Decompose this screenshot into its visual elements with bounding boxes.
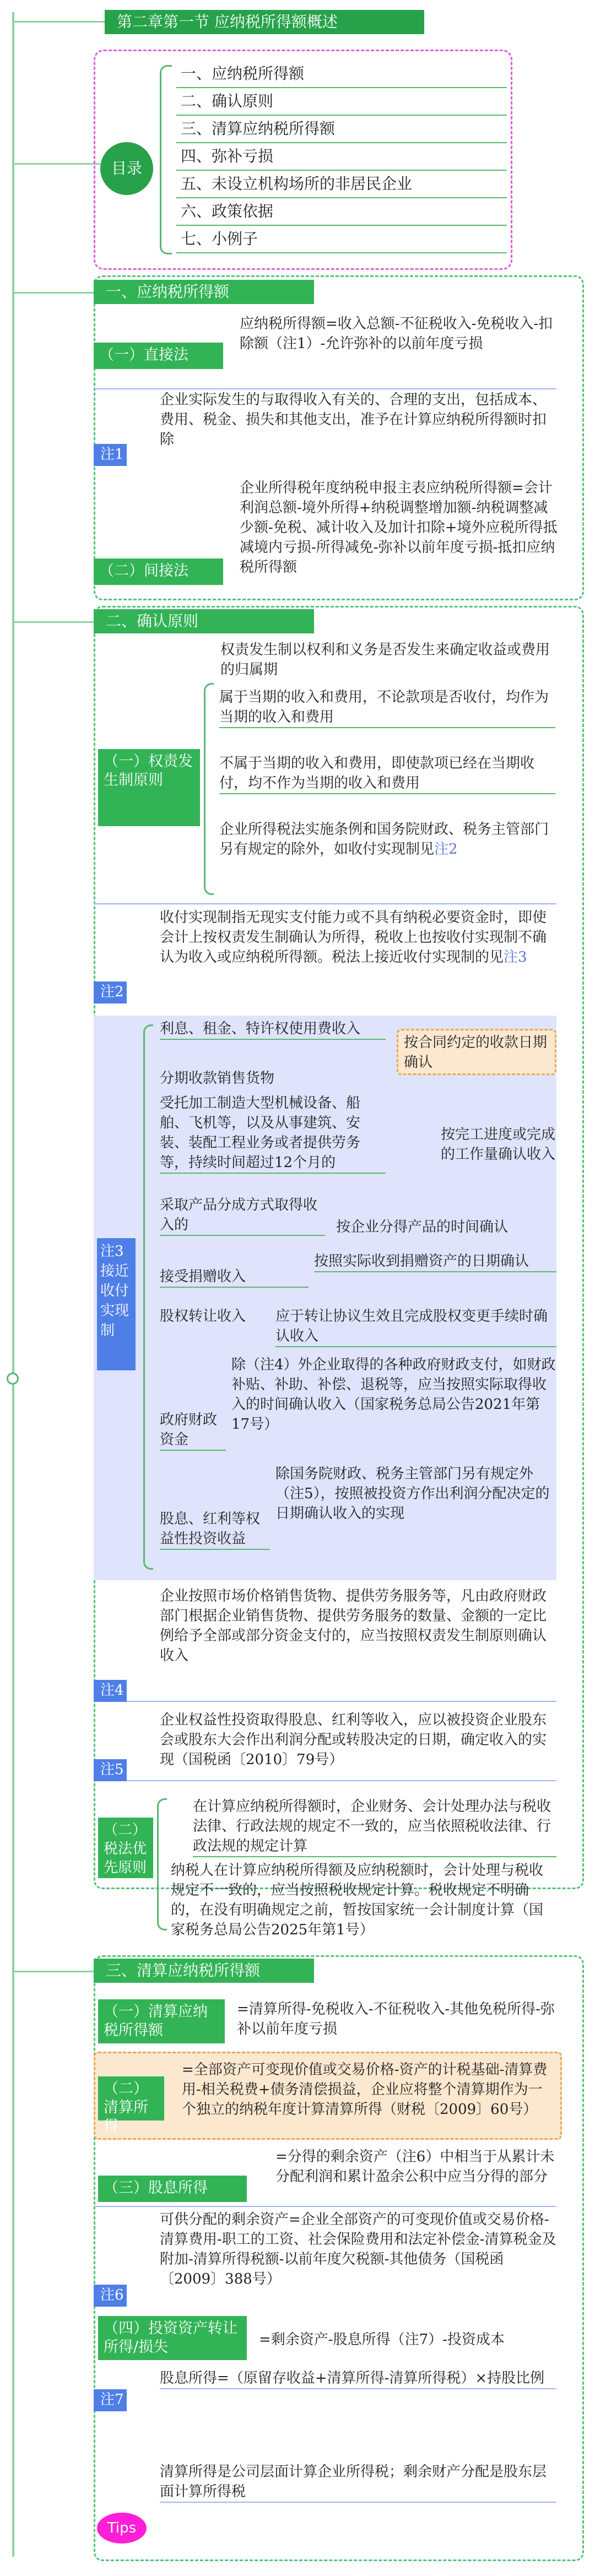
toc-item[interactable]: 一、应纳税所得额 — [176, 61, 507, 88]
toc-item[interactable]: 三、清算应纳税所得额 — [176, 116, 507, 143]
direct-method-text: 应纳税所得额=收入总额-不征税收入-免税收入-扣除额（注1）-允许弥补的以前年度亏损 — [240, 316, 553, 352]
tax-item: 纳税人在计算应纳税所得额及应纳税额时，会计处理与税收规定不一致的，应当按照税收规定计算。税收规定不明确的，在没有明确规定之前，暂按国家统一会计制度计算（国家税务总局公告2025年第1号） — [171, 1862, 544, 1938]
indirect-method-label: （二）间接法 — [94, 558, 223, 585]
page-title: 第二章第一节 应纳税所得额概述 — [105, 10, 424, 34]
indirect-method-text: 企业所得税年度纳税申报主表应纳税所得额=会计利润总额-境外所得+纳税调整增加额-纳税调整减少额-免税、减计收入及加计扣除+境外应税所得抵减境内亏损-所得减免-弥补以前年度亏损-抵扣应纳税所得额 — [240, 480, 558, 576]
note6-rule — [94, 2206, 556, 2207]
toc-item[interactable]: 五、未设立机构场所的非居民企业 — [176, 171, 507, 198]
note4-label: 注4 — [94, 1680, 127, 1702]
investment-transfer-text: =剩余资产-股息所得（注7）-投资成本 — [259, 2331, 505, 2348]
toc-list — [176, 61, 507, 253]
root-node — [7, 1373, 19, 1385]
toc-item[interactable]: 四、弥补亏损 — [176, 143, 507, 171]
investment-transfer-label: （四）投资资产转让所得/损失 — [98, 2316, 247, 2360]
rule-name: 股权转让收入 — [160, 1308, 246, 1325]
dividend-income-label: （三）股息所得 — [98, 2176, 247, 2202]
note3-link[interactable]: 注3 — [504, 949, 527, 966]
rule-name: 接受捐赠收入 — [160, 1267, 309, 1288]
toc-item[interactable]: 七、小例子 — [176, 226, 507, 253]
note6-text: 可供分配的剩余资产=企业全部资产的可变现价值或交易价格-清算费用-职工的工资、社会保险费用和法定补偿金-清算税金及附加-清算所得税额-以前年度欠税额-其他债务（国税函〔2009〕388号） — [160, 2211, 556, 2287]
note3-label: 注3接近收付实现制 — [97, 1238, 136, 1370]
accrual-item: 企业所得税法实施条例和国务院财政、税务主管部门另有规定的除外，如收付实现制见注2 — [219, 821, 549, 858]
rule-name: 分期收款销售货物 — [160, 1070, 275, 1087]
toc-connector — [13, 163, 100, 165]
accrual-item: 不属于当期的收入和费用，即使款项已经在当期收付，均不作为当期的收入和费用 — [219, 753, 555, 794]
rule-name: 采取产品分成方式取得收入的 — [160, 1195, 325, 1236]
note2-text: 收付实现制指无现实支付能力或不具有纳税必要资金时，即使会计上按权责发生制确认为所得，税收上也按收付实现制不确认为收入或应纳税所得额。税法上接近收付实现制的见注3 — [160, 909, 547, 966]
note5-label: 注5 — [94, 1759, 127, 1781]
rule-name: 股息、红利等权益性投资收益 — [160, 1509, 270, 1550]
tips-text: 清算所得是公司层面计算企业所得税；剩余财产分配是股东层面计算所得税 — [160, 2462, 556, 2503]
clear-income-text: =全部资产可变现价值或交易价格-资产的计税基础-清算费用-相关税费+债务清偿损益，企业应将整个清算期作为一个独立的纳税年度计算清算所得（财税〔2009〕60号） — [182, 2062, 548, 2118]
dividend-income-text: =分得的剩余资产（注6）中相当于从累计未分配利润和累计盈余公积中应当分得的部分 — [275, 2149, 555, 2185]
rule-desc: 按照实际收到捐赠资产的日期确认 — [314, 1251, 556, 1272]
rule-name: 受托加工制造大型机械设备、船舶、飞机等，以及从事建筑、安装、装配工程业务或者提供劳务等，持续时间超过12个月的 — [160, 1093, 386, 1174]
title-connector — [13, 21, 111, 23]
rule-desc: 除国务院财政、税务主管部门另有规定外（注5），按照被投资方作出利润分配决定的日期确认收入的实现 — [275, 1466, 550, 1522]
rule-desc: 按企业分得产品的时间确认 — [336, 1219, 509, 1235]
accrual-definition: 权责发生制以权利和义务是否发生来确定收益或费用的归属期 — [220, 642, 550, 678]
direct-method-label: （一）直接法 — [94, 343, 223, 369]
note4-text: 企业按照市场价格销售货物、提供劳务服务等，凡由政府财政部门根据企业销售货物、提供劳务服务的数量、金额的一定比例给予全部或部分资金支付的，应当按照权责发生制原则确认收入 — [160, 1588, 547, 1664]
note1-label: 注1 — [94, 444, 127, 466]
note3-bracket — [143, 1024, 153, 1570]
accrual-bracket — [204, 683, 214, 895]
note1-text: 企业实际发生的与取得收入有关的、合理的支出，包括成本、费用、税金、损失和其他支出，准予在计算应纳税所得额时扣除 — [160, 392, 547, 448]
rule-name: 利息、租金、特许权使用费收入 — [160, 1019, 386, 1040]
section1-header: 一、应纳税所得额 — [94, 280, 314, 304]
note1-rule — [94, 388, 556, 389]
note5-text: 企业权益性投资取得股息、红利等收入，应以被投资企业股东会或股东大会作出利润分配或转股决定的日期，确定收入的实现（国税函〔2010〕79号） — [160, 1712, 547, 1768]
note2-label: 注2 — [94, 981, 127, 1004]
tax-priority-label: （二）税法优先原则 — [98, 1818, 153, 1878]
section1-connector — [13, 292, 99, 294]
rule-desc: 应于转让协议生效且完成股权变更手续时确认收入 — [275, 1306, 556, 1347]
clear-taxable-label: （一）清算应纳税所得额 — [98, 1999, 225, 2043]
note7-label: 注7 — [94, 2389, 127, 2411]
note2-rule — [94, 903, 556, 904]
main-tree-line — [12, 12, 14, 2557]
note2-link[interactable]: 注2 — [434, 841, 458, 858]
toc-bracket — [160, 65, 172, 254]
toc-item[interactable]: 六、政策依据 — [176, 198, 507, 226]
rule-desc: 除（注4）外企业取得的各种政府财政支付，如财政补贴、补助、补偿、退税等，应当按照实际取得收入的时间确认收入（国家税务总局公告2021年第17号） — [231, 1357, 556, 1433]
toc-item[interactable]: 二、确认原则 — [176, 88, 507, 116]
rule-desc: 按合同约定的收款日期确认 — [397, 1029, 556, 1075]
rule-name: 政府财政资金 — [160, 1410, 226, 1451]
section3-header: 三、清算应纳税所得额 — [94, 1959, 314, 1983]
tax-item: 在计算应纳税所得额时，企业财务、会计处理办法与税收法律、行政法规的规定不一致的，应当依照税收法律、行政法规的规定计算 — [193, 1797, 556, 1857]
note4-rule — [127, 1701, 556, 1702]
note7-text: 股息所得=（原留存收益+清算所得-清算所得税）×持股比例 — [160, 2368, 556, 2389]
clear-income-label: （二）清算所得 — [98, 2076, 164, 2121]
note5-rule — [127, 1780, 556, 1781]
tax-bracket — [157, 1798, 167, 1930]
section2-connector — [13, 621, 99, 623]
accrual-item: 属于当期的收入和费用，不论款项是否收付，均作为当期的收入和费用 — [219, 687, 555, 728]
note6-label: 注6 — [94, 2285, 127, 2307]
clear-taxable-text: =清算所得-免税收入-不征税收入-其他免税所得-弥补以前年度亏损 — [237, 2001, 555, 2037]
section2-header: 二、确认原则 — [94, 609, 314, 633]
accrual-label: （一）权责发生制原则 — [98, 749, 200, 826]
tips-badge: Tips — [97, 2513, 147, 2544]
section3-connector — [13, 1971, 99, 1972]
rule-desc: 按完工进度或完成的工作量确认收入 — [441, 1126, 556, 1163]
toc-badge: 目录 — [100, 142, 153, 195]
